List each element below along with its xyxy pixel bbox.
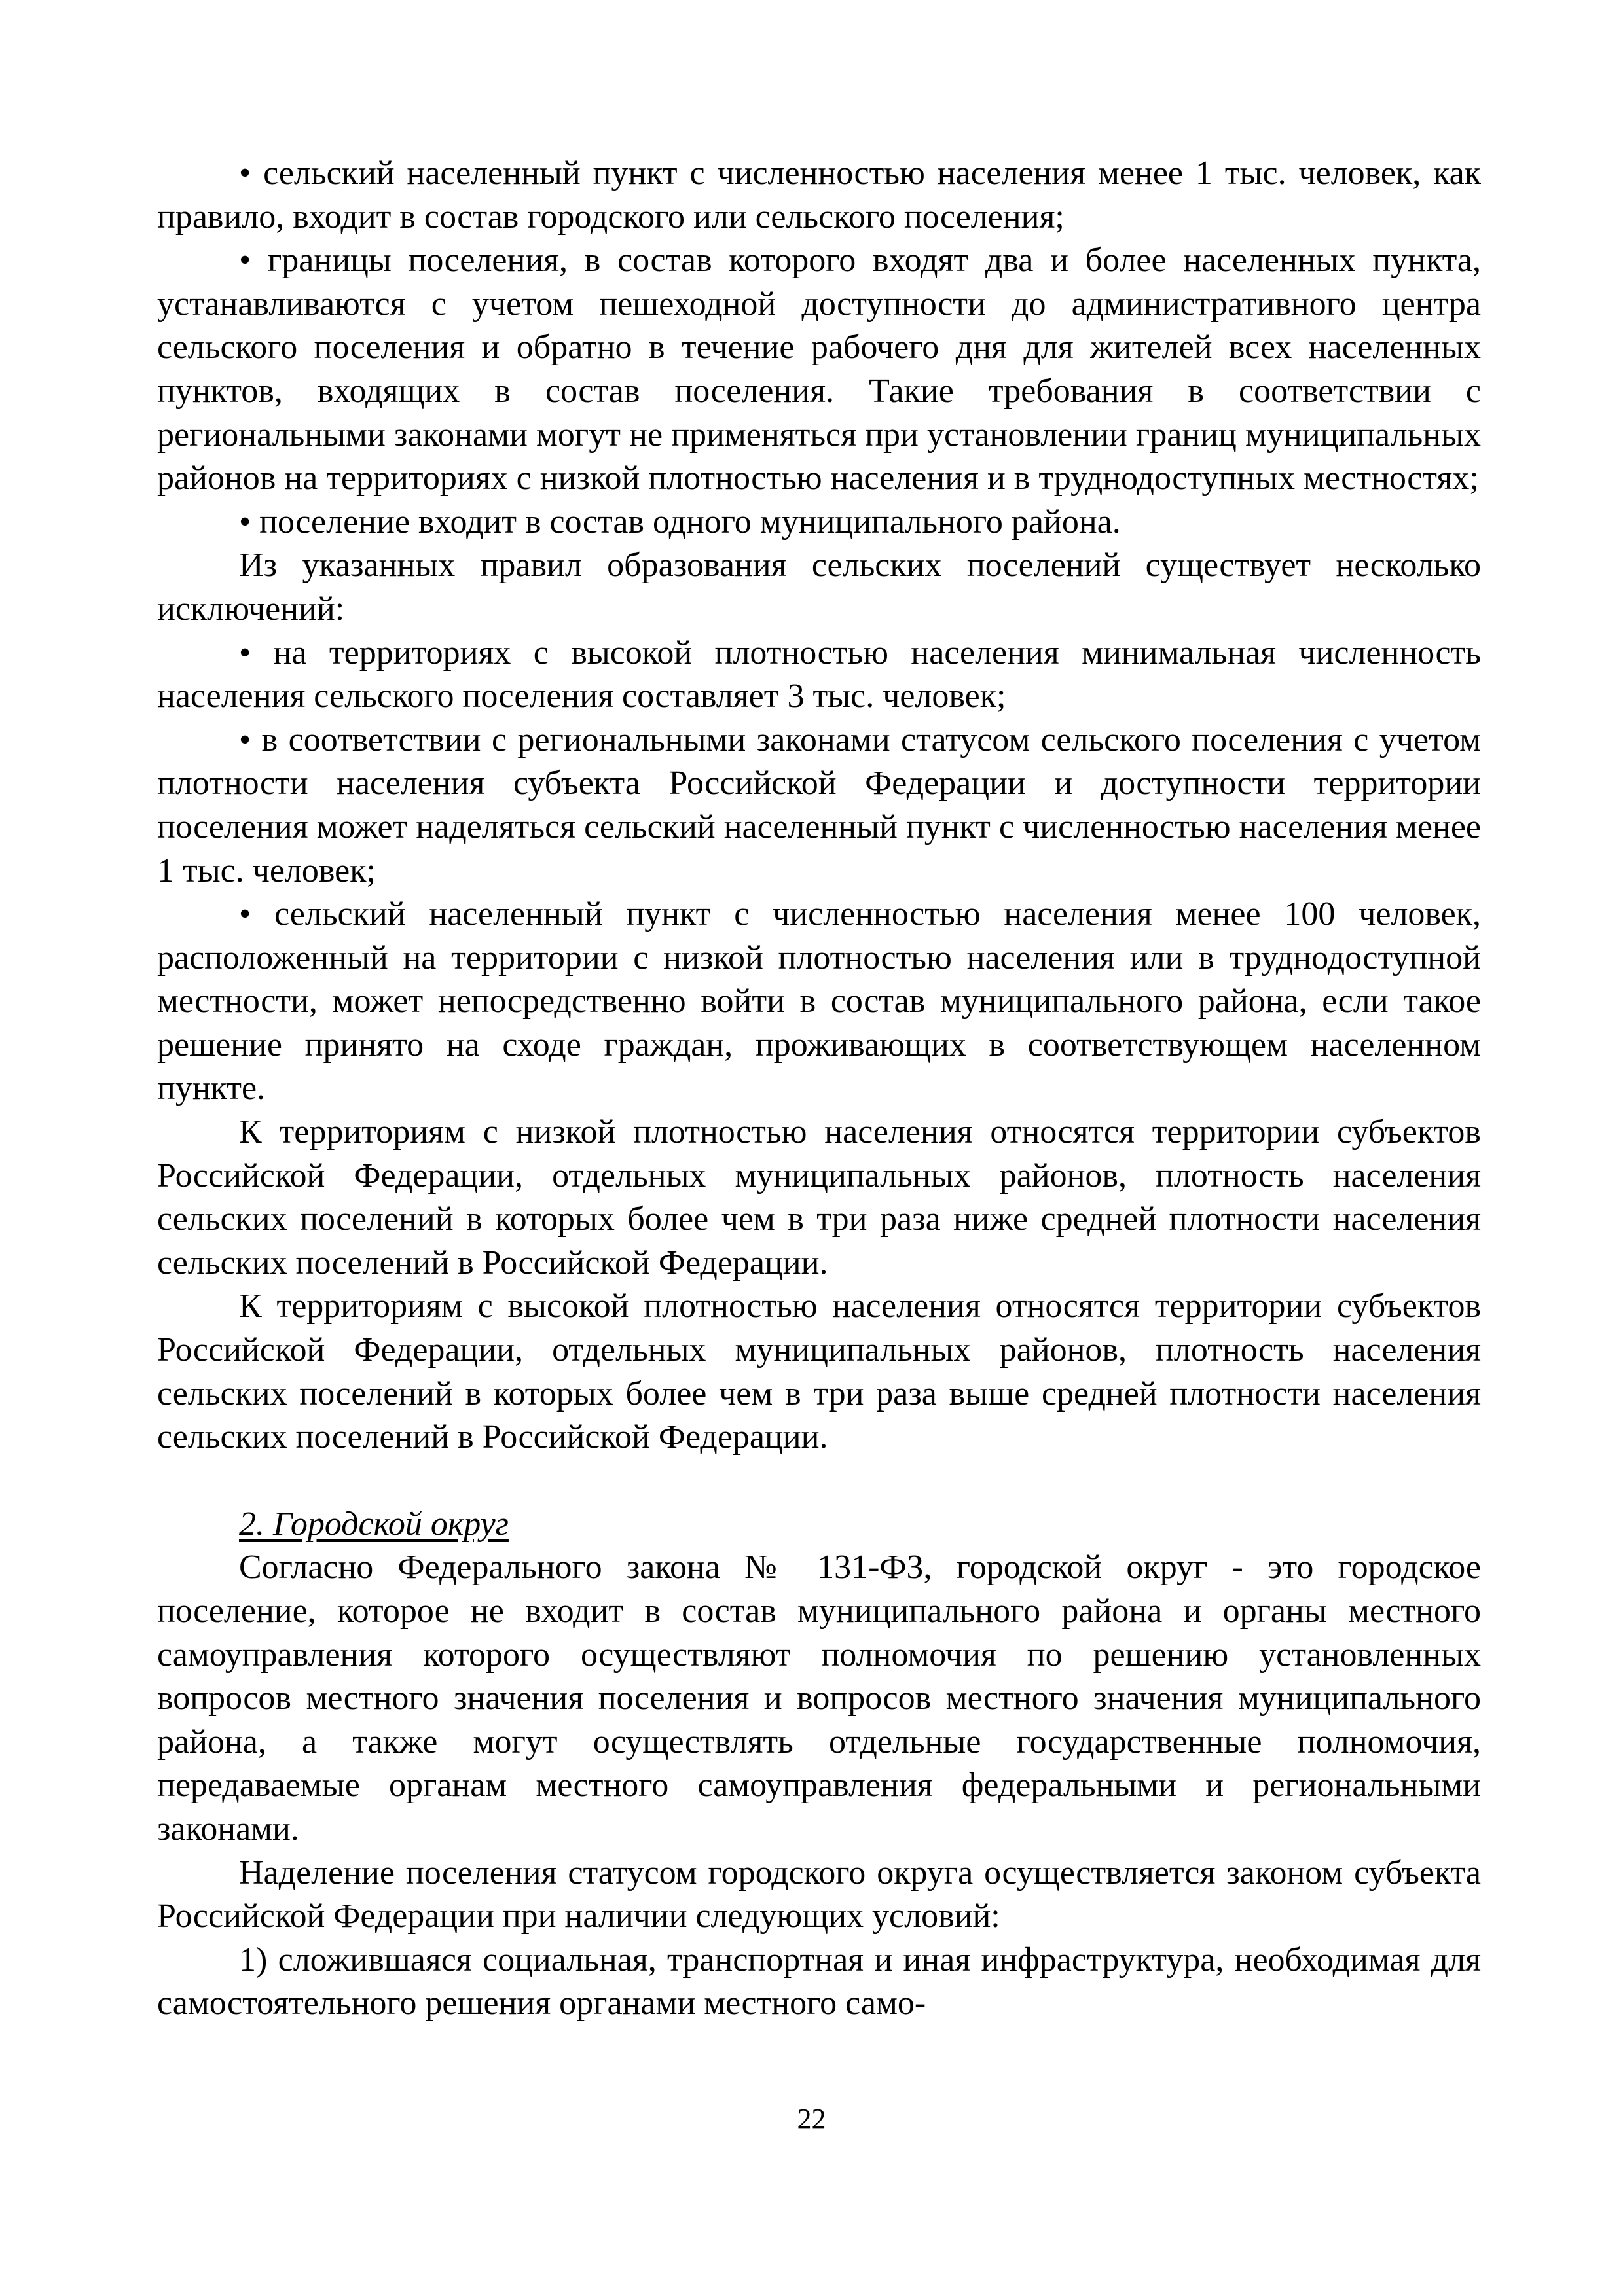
body-paragraph <box>157 1852 1481 1939</box>
body-paragraph <box>157 1546 1481 1851</box>
bullet-mark: • <box>239 503 251 541</box>
paragraph-text: Согласно Федерального закона № 131-ФЗ, городской округ - это городское поселение, которое не входит в состав муниципального района и органы местного самоуправления которого осуществляют полномочия по решению установленных вопросов местного значения поселения и вопросов местного значения муниципального района, а также могут осуществлять отдельные государственные полномочия, передаваемые органам местного самоуправления федеральными и региональными законами. <box>157 1549 1481 1848</box>
page-number: 22 <box>797 2103 826 2135</box>
paragraph-text: Наделение поселения статусом городского округа осуществляется законом субъекта Российской Федерации при наличии следующих условий: <box>157 1854 1481 1935</box>
bullet-mark: • <box>239 154 251 192</box>
paragraph-text: сельский населенный пункт с численностью населения менее 100 человек, расположенный на территории с низкой плотностью населения или в труднодоступной местности, может непосредственно войти в состав муниципального района, если такое решение принято на сходе граждан, проживающих в соответствующем населенном пункте. <box>157 895 1481 1107</box>
paragraph-text: Из указанных правил образования сельских поселений существует несколько исключений: <box>157 547 1481 628</box>
bullet-paragraph <box>157 719 1481 893</box>
paragraph-text: на территориях с высокой плотностью населения минимальная численность населения сельского поселения составляет 3 тыс. человек; <box>157 634 1481 715</box>
bullet-paragraph <box>157 893 1481 1111</box>
body-paragraph <box>157 544 1481 631</box>
section-heading-text: 2. Городской округ <box>239 1505 509 1543</box>
bullet-paragraph <box>157 632 1481 719</box>
bullet-mark: • <box>239 721 251 759</box>
body-paragraph <box>157 1111 1481 1285</box>
bullet-mark: • <box>239 242 251 279</box>
paragraph-text: К территориям с низкой плотностью населения относятся территории субъектов Российской Федерации, отдельных муниципальных районов, плотность населения сельских поселений в которых более чем в три раза ниже средней плотности населения сельских поселений в Российской Федерации. <box>157 1113 1481 1282</box>
paragraph-text: 1) сложившаяся социальная, транспортная и иная инфраструктура, необходимая для самостоятельного решения органами местного само- <box>157 1941 1481 2022</box>
bullet-mark: • <box>239 634 251 672</box>
paragraph-text: границы поселения, в состав которого входят два и более населенных пункта, устанавливаются с учетом пешеходной доступности до административного центра сельского поселения и обратно в течение рабочего дня для жителей всех населенных пунктов, входящих в состав поселения. Такие требования в соответствии с региональными законами могут не применяться при установлении границ муниципальных районов на территориях с низкой плотностью населения и в труднодоступных местностях; <box>157 242 1482 497</box>
bullet-paragraph <box>157 152 1481 239</box>
paragraph-text: К территориям с высокой плотностью населения относятся территории субъектов Российской Федерации, отдельных муниципальных районов, плотность населения сельских поселений в которых более чем в три раза выше средней плотности населения сельских поселений в Российской Федерации. <box>157 1287 1481 1456</box>
bullet-mark: • <box>239 895 251 933</box>
document-page <box>157 152 1481 2026</box>
body-paragraph <box>157 1939 1481 2026</box>
body-paragraph <box>157 1285 1481 1459</box>
paragraph-text: поселение входит в состав одного муниципального района. <box>259 503 1121 541</box>
paragraph-text: в соответствии с региональными законами статусом сельского поселения с учетом плотности населения субъекта Российской Федерации и доступности территории поселения может наделяться сельский населенный пункт с численностью населения менее 1 тыс. человек; <box>157 721 1481 889</box>
bullet-paragraph <box>157 239 1481 501</box>
paragraph-text: сельский населенный пункт с численностью населения менее 1 тыс. человек, как правило, входит в состав городского или сельского поселения; <box>157 154 1481 236</box>
section-heading <box>157 1503 1481 1547</box>
bullet-paragraph <box>157 501 1481 545</box>
